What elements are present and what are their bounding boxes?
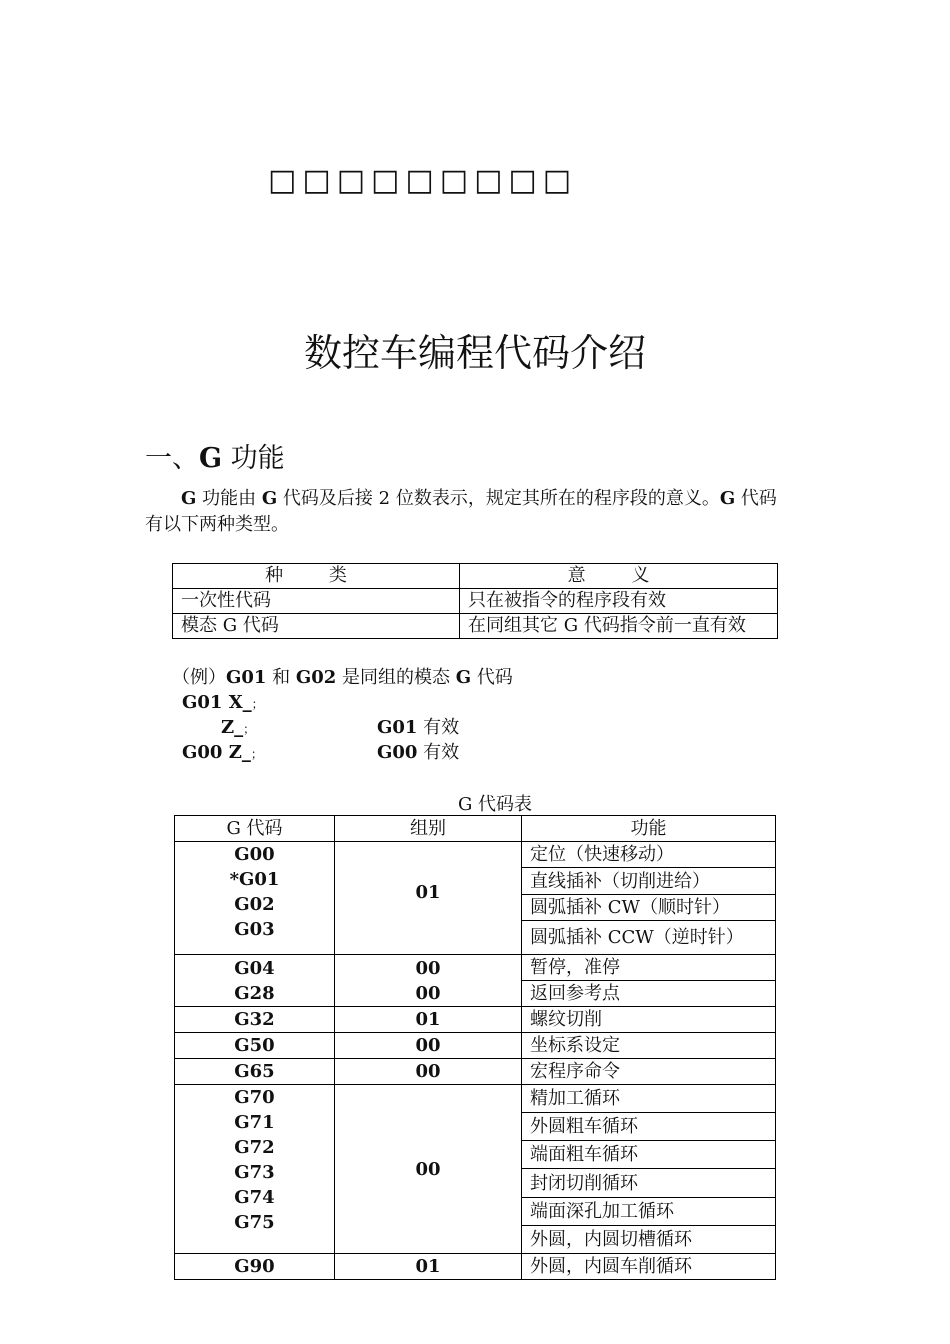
ex-code: G01 <box>377 717 418 738</box>
ex-text: 代码 <box>471 667 513 688</box>
types-cell: 模态 G 代码 <box>173 614 460 639</box>
gcode: G75 <box>234 1212 275 1233</box>
gcode-cell: G32 <box>175 1007 335 1033</box>
function-cell: 直线插补（切削进给） <box>522 868 776 894</box>
function-cell: 外圆，内圆切槽循环 <box>522 1225 776 1253</box>
types-header-kind: 种 类 <box>173 564 460 589</box>
gcode: G04 <box>234 957 275 979</box>
para-text-2: 代码及后接 2 位数表示，规定其所在的程序段的意义。 <box>277 488 720 509</box>
ex-text: 是同组的模态 <box>336 667 456 688</box>
ex-semicolon: ； <box>250 747 263 761</box>
ex-semicolon: ； <box>251 697 264 711</box>
group-cell: 01 <box>335 1254 522 1280</box>
header-gcode: G 代码 <box>175 816 335 842</box>
para-text-3: 代码 <box>735 488 777 509</box>
function-cell: 暂停，准停 <box>522 955 776 981</box>
group-cell: 00 <box>335 1059 522 1085</box>
function-cell: 坐标系设定 <box>522 1033 776 1059</box>
para-g-3: G <box>719 488 736 509</box>
ex-text: （例） <box>172 667 226 688</box>
section-suffix: 功能 <box>222 443 285 474</box>
group-value: 00 <box>415 982 441 1004</box>
example-note-g01 <box>377 715 459 740</box>
types-cell: 在同组其它 G 代码指令前一直有效 <box>460 614 778 639</box>
gcode-cell: G50 <box>175 1033 335 1059</box>
gcode: G03 <box>234 919 275 940</box>
gcode-cell: G90 <box>175 1254 335 1280</box>
group-cell: 00 <box>335 1085 522 1254</box>
gcode: G74 <box>234 1187 275 1208</box>
function-cell: 返回参考点 <box>522 981 776 1007</box>
para-line-2: 有以下两种类型。 <box>145 514 289 535</box>
ex-text: 有效 <box>417 717 460 738</box>
page-header-title: □□□□□□□□□ <box>268 163 578 198</box>
gcode-cell <box>175 1085 335 1254</box>
gcode-table-header <box>175 816 776 842</box>
table-row <box>175 1007 776 1033</box>
function-cell: 端面粗车循环 <box>522 1141 776 1169</box>
ex-semicolon: ； <box>243 722 256 736</box>
table-row <box>173 589 778 614</box>
group-value: 00 <box>415 957 441 979</box>
function-cell: 螺纹切削 <box>522 1007 776 1033</box>
gcode: G02 <box>234 894 275 915</box>
ex-code: G01 X_ <box>182 692 252 713</box>
section-prefix: 一、 <box>145 443 199 474</box>
gcode-table <box>174 815 776 1280</box>
function-cell: 精加工循环 <box>522 1085 776 1113</box>
ex-text: 和 <box>266 667 296 688</box>
section-heading-g-function <box>145 436 285 475</box>
table-row <box>175 955 776 981</box>
table-row <box>175 1254 776 1280</box>
types-header-meaning: 意 义 <box>460 564 778 589</box>
para-g-1: G <box>181 488 197 509</box>
function-cell: 外圆粗车循环 <box>522 1113 776 1141</box>
example-note-g00 <box>377 740 459 765</box>
ex-code: G01 <box>226 667 267 688</box>
function-cell: 端面深孔加工循环 <box>522 1197 776 1225</box>
gcode: G73 <box>234 1162 275 1183</box>
types-cell: 只在被指令的程序段有效 <box>460 589 778 614</box>
ex-code: G00 Z_ <box>182 742 251 763</box>
gcode-cell: G65 <box>175 1059 335 1085</box>
example-line-g01 <box>182 690 264 717</box>
ex-code: G <box>455 667 472 688</box>
group-cell: 00 <box>335 1033 522 1059</box>
function-cell: 圆弧插补 CW（顺时针） <box>522 894 776 920</box>
group-cell <box>335 955 522 1007</box>
example-line-g00 <box>182 740 263 767</box>
header-group: 组别 <box>335 816 522 842</box>
ex-code: G00 <box>377 742 418 763</box>
gcode: G00 <box>234 844 275 865</box>
table-row <box>175 842 776 868</box>
types-cell: 一次性代码 <box>173 589 460 614</box>
table-row <box>175 1059 776 1085</box>
table-row <box>173 614 778 639</box>
gcode: G70 <box>234 1087 275 1108</box>
code-types-table <box>172 563 778 639</box>
document-title: 数控车编程代码介绍 <box>303 331 646 375</box>
table-row <box>175 1085 776 1113</box>
section-bold-letter: G <box>199 443 223 474</box>
function-cell: 定位（快速移动） <box>522 842 776 868</box>
header-function: 功能 <box>522 816 776 842</box>
gcode-cell <box>175 955 335 1007</box>
function-cell: 外圆，内圆车削循环 <box>522 1254 776 1280</box>
gcode-cell <box>175 842 335 955</box>
intro-paragraph <box>145 486 815 538</box>
gcode: G71 <box>234 1112 275 1133</box>
gcode-table-caption: G 代码表 <box>457 794 533 815</box>
gcode: *G01 <box>229 869 280 890</box>
gcode: G28 <box>234 982 275 1004</box>
group-cell: 01 <box>335 1007 522 1033</box>
group-cell: 01 <box>335 842 522 955</box>
para-g-2: G <box>261 488 278 509</box>
ex-text: 有效 <box>417 742 460 763</box>
gcode: G72 <box>234 1137 275 1158</box>
function-cell: 宏程序命令 <box>522 1059 776 1085</box>
ex-code: G02 <box>295 667 337 688</box>
example-line-z <box>221 715 255 742</box>
function-cell: 封闭切削循环 <box>522 1169 776 1197</box>
para-text-1: 功能由 <box>196 488 262 509</box>
example-intro-line <box>172 665 513 690</box>
function-cell: 圆弧插补 CCW（逆时针） <box>522 921 776 955</box>
ex-code: Z_ <box>221 717 244 738</box>
table-row <box>175 1033 776 1059</box>
types-table-header <box>173 564 778 589</box>
